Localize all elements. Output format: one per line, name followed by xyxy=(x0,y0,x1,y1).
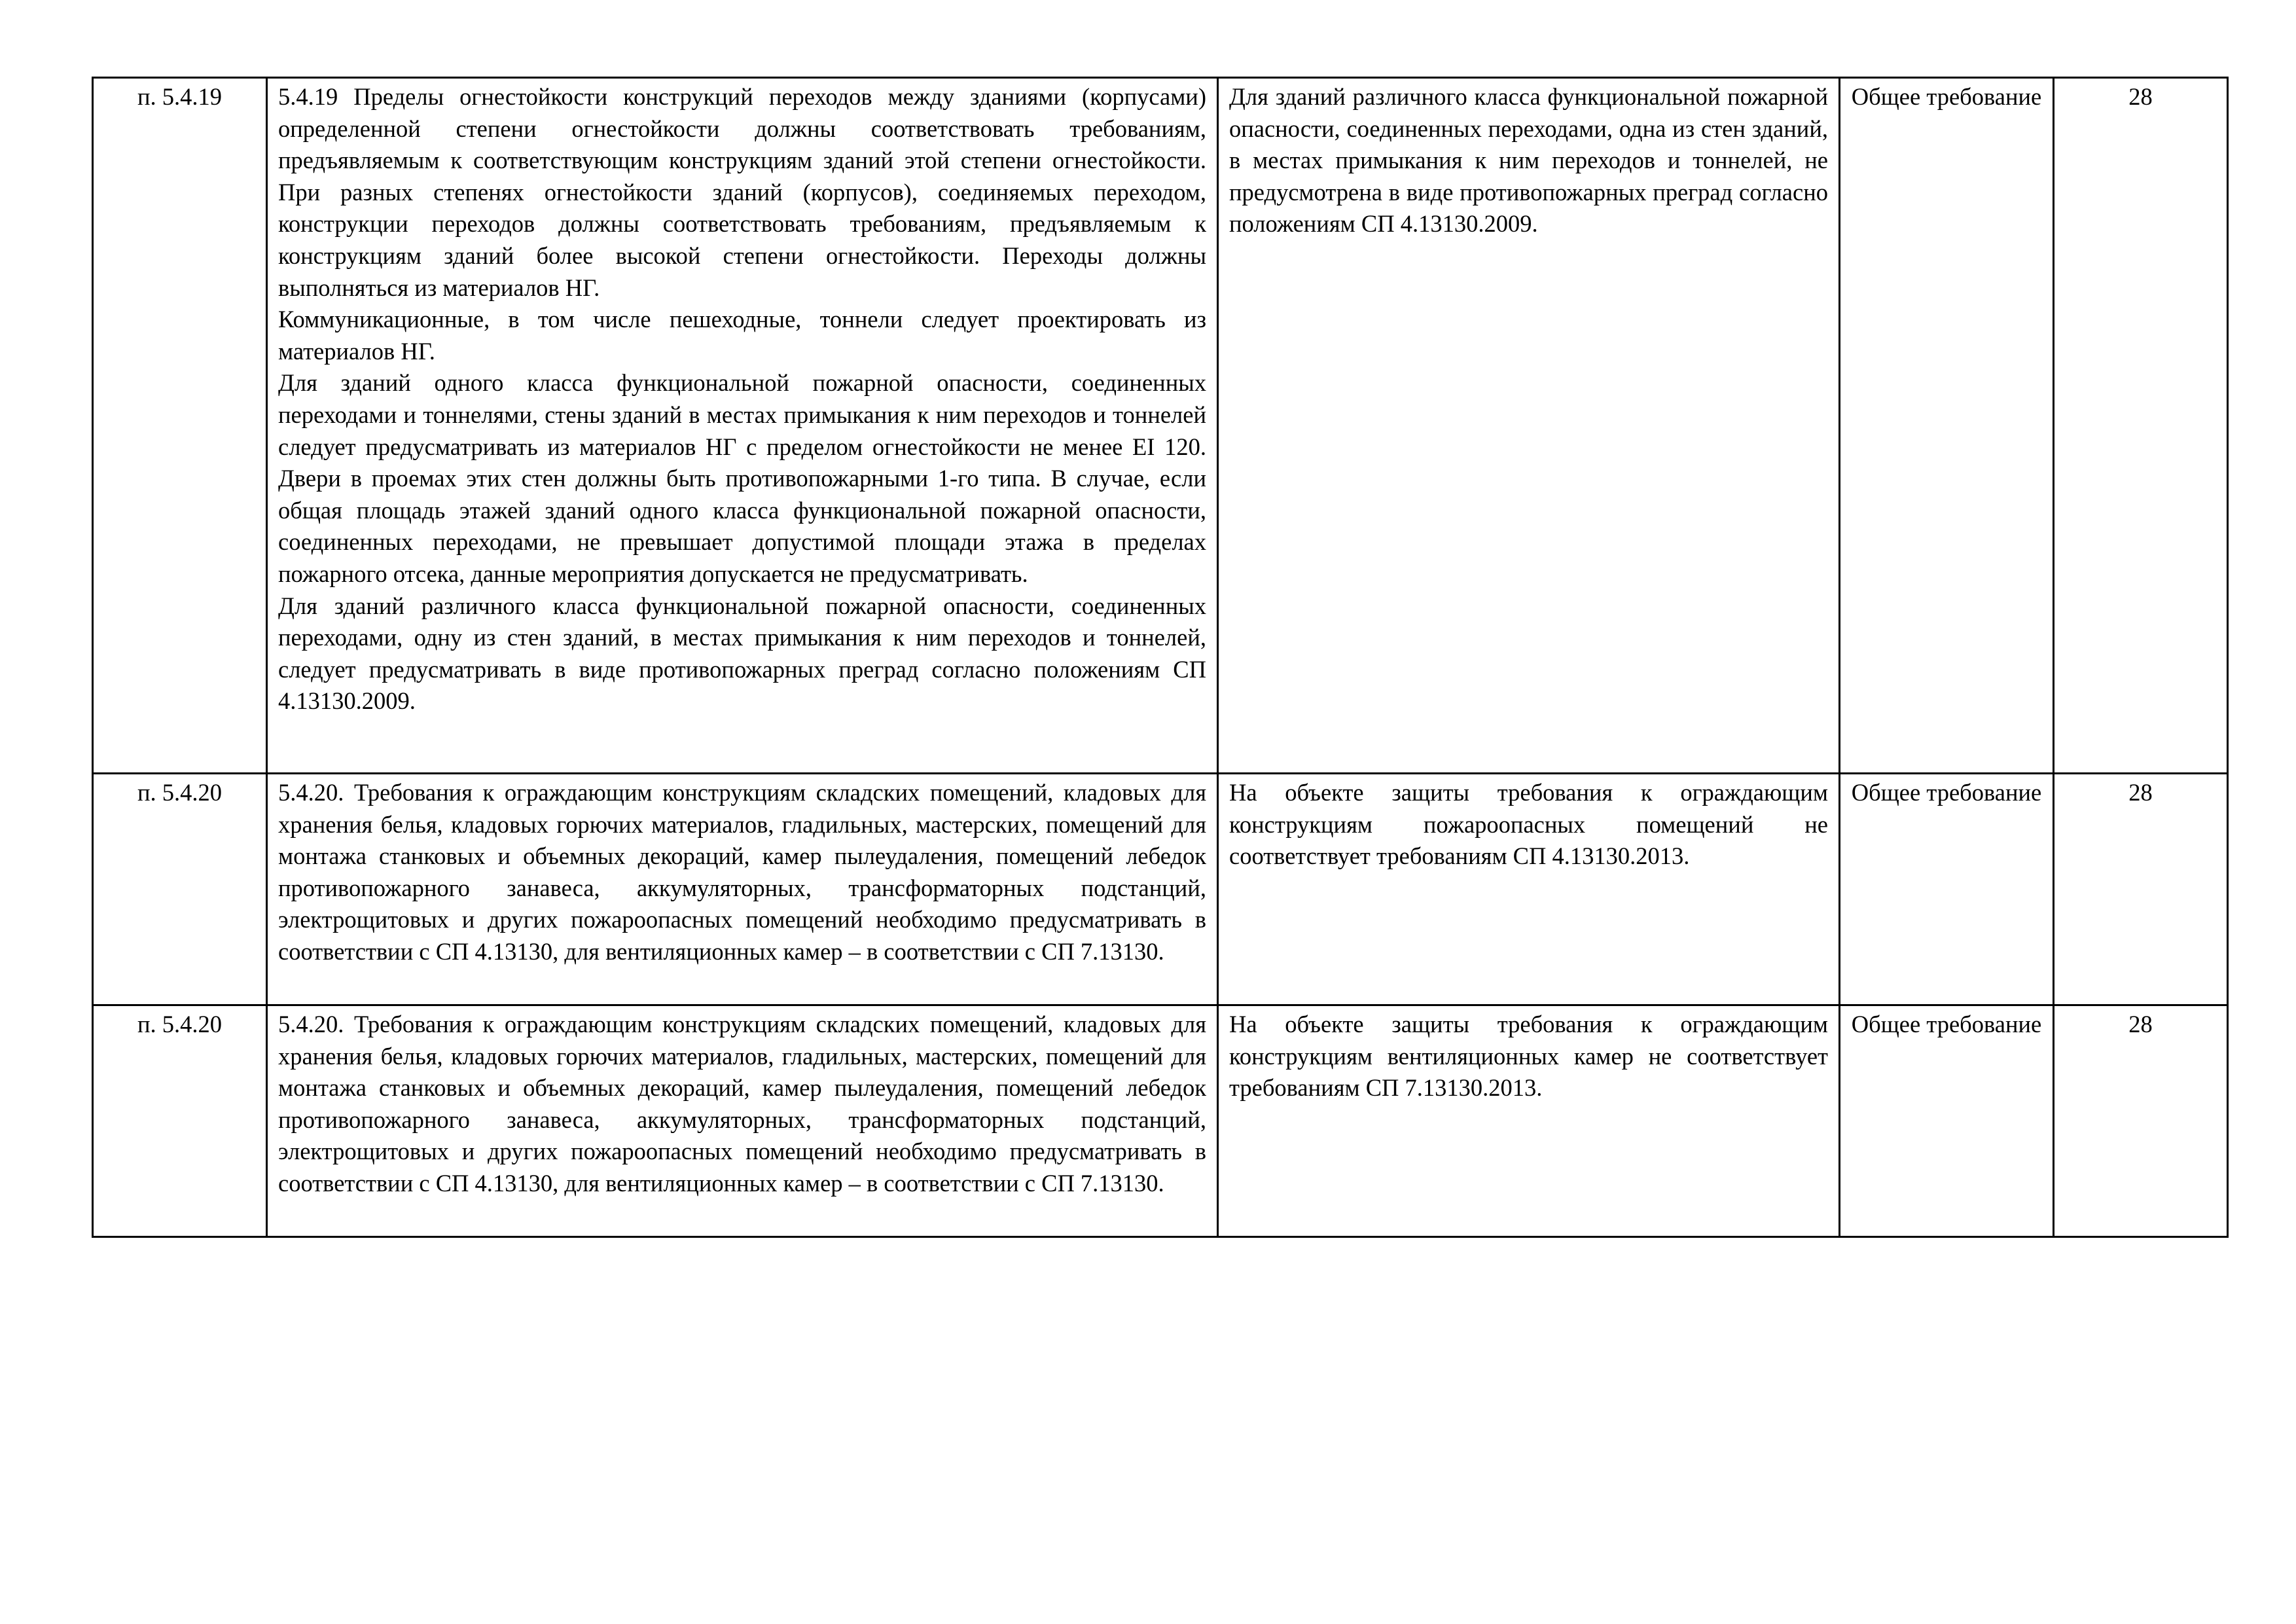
requirement-paragraph: Для зданий различного класса функциональной пожарной опасности, соединенных переходами, одну из стен зданий, в местах примыкания к ним переходов и тоннелей, следует предусматривать в виде противопожарных преград согласно положениям СП 4.13130.2009. xyxy=(278,592,1206,715)
violation-text: На объекте защиты требования к ограждающим конструкциям вентиляционных камер не соответствует требованиям СП 7.13130.2013. xyxy=(1229,1011,1828,1102)
violation-text: На объекте защиты требования к ограждающим конструкциям пожароопасных помещений не соответствует требованиям СП 4.13130.2013. xyxy=(1229,779,1828,870)
requirement-text xyxy=(267,1005,1218,1237)
requirement-paragraph: 5.4.19 Пределы огнестойкости конструкций переходов между зданиями (корпусами) определенной степени огнестойкости должны соответствовать требованиям, предъявляемым к соответствующим конструкциям зданий этой степени огнестойкости. При разных степенях огнестойкости зданий (корпусов), соединяемых переходом, конструкции переходов должны соответствовать требованиям, предъявляемым к конструкциям зданий более высокой степени огнестойкости. Переходы должны выполняться из материалов НГ. xyxy=(278,83,1206,301)
requirement-text xyxy=(267,774,1218,1005)
requirement-paragraph: 5.4.20. Требования к ограждающим конструкциям складских помещений, кладовых для хранения белья, кладовых горючих материалов, гладильных, мастерских, помещений для монтажа станковых и объемных декораций, камер пылеудаления, помещений лебедок противопожарного занавеса, аккумуляторных, трансформаторных подстанций, электрощитовых и других пожароопасных помещений необходимо предусматривать в соответствии с СП 4.13130, для вентиляционных камер – в соответствии с СП 7.13130. xyxy=(278,779,1206,965)
requirement-text xyxy=(267,78,1218,774)
requirement-type: Общее требование xyxy=(1840,78,2054,774)
page-number: 28 xyxy=(2054,78,2228,774)
requirements-table xyxy=(92,77,2229,1238)
violation-text: Для зданий различного класса функциональной пожарной опасности, соединенных переходами, одна из стен зданий, в местах примыкания к ним переходов и тоннелей, не предусмотрена в виде противопожарных преград согласно положениям СП 4.13130.2009. xyxy=(1229,83,1828,238)
requirement-paragraph: 5.4.20. Требования к ограждающим конструкциям складских помещений, кладовых для хранения белья, кладовых горючих материалов, гладильных, мастерских, помещений для монтажа станковых и объемных декораций, камер пылеудаления, помещений лебедок противопожарного занавеса, аккумуляторных, трансформаторных подстанций, электрощитовых и других пожароопасных помещений необходимо предусматривать в соответствии с СП 4.13130, для вентиляционных камер – в соответствии с СП 7.13130. xyxy=(278,1011,1206,1197)
violation-description xyxy=(1218,774,1840,1005)
requirement-type: Общее требование xyxy=(1840,774,2054,1005)
clause-reference: п. 5.4.20 xyxy=(93,1005,267,1237)
requirement-type: Общее требование xyxy=(1840,1005,2054,1237)
table-row xyxy=(93,774,2228,1005)
violation-description xyxy=(1218,1005,1840,1237)
page-number: 28 xyxy=(2054,1005,2228,1237)
requirement-paragraph: Коммуникационные, в том числе пешеходные, тоннели следует проектировать из материалов НГ. xyxy=(278,306,1206,365)
clause-reference: п. 5.4.20 xyxy=(93,774,267,1005)
requirement-paragraph: Для зданий одного класса функциональной пожарной опасности, соединенных переходами и тоннелями, стены зданий в местах примыкания к ним переходов и тоннелей следует предусматривать из материалов НГ с пределом огнестойкости не менее EI 120. Двери в проемах этих стен должны быть противопожарными 1-го типа. В случае, если общая площадь этажей зданий одного класса функциональной пожарной опасности, соединенных переходами, не превышает допустимой площади этажа в пределах пожарного отсека, данные мероприятия допускается не предусматривать. xyxy=(278,369,1206,587)
violation-description xyxy=(1218,78,1840,774)
page-number: 28 xyxy=(2054,774,2228,1005)
table-row xyxy=(93,78,2228,774)
clause-reference: п. 5.4.19 xyxy=(93,78,267,774)
table-row xyxy=(93,1005,2228,1237)
